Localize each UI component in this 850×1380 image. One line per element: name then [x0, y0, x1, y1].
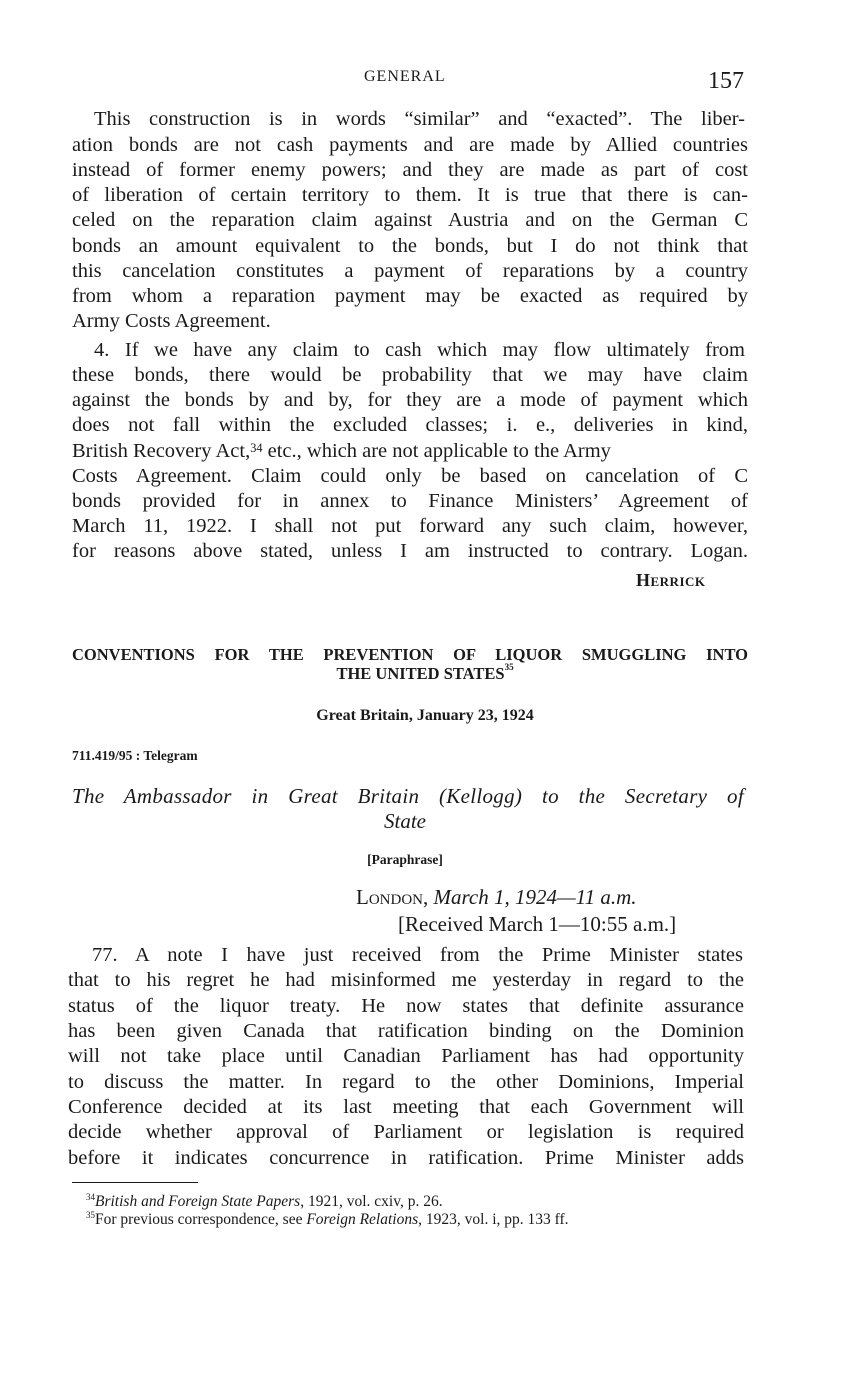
signature: Herrick — [636, 570, 706, 590]
text-line: Conference decided at its last meeting that each Government will — [68, 1096, 744, 1118]
text-line: before it indicates concurrence in ratification. Prime Minister adds — [68, 1147, 744, 1169]
footnote-ref: 34 — [250, 441, 263, 455]
text-line: this cancelation constitutes a payment of reparations by a country — [72, 260, 748, 282]
text-line: these bonds, there would be probability that we may have claim — [72, 364, 748, 386]
footnote-text: , 1921, vol. cxiv, p. 26. — [300, 1193, 443, 1210]
dateline-date: March 1, 1924—11 a.m. — [433, 885, 637, 909]
text-line: Army Costs Agreement. — [72, 310, 271, 332]
text-line: that to his regret he had misinformed me yesterday in regard to the — [68, 969, 744, 991]
section-title-line-2 — [0, 664, 850, 684]
received-line: [Received March 1—10:55 a.m.] — [398, 912, 677, 936]
file-number: 711.419/95 : Telegram — [72, 748, 198, 763]
footnote-mark: 34 — [86, 1192, 95, 1202]
text-line: March 11, 1922. I shall not put forward any such claim, however, — [72, 515, 748, 537]
text-line: has been given Canada that ratification binding on the Dominion — [68, 1020, 744, 1042]
footnote-title: British and Foreign State Papers — [95, 1193, 301, 1210]
section-title-text: THE UNITED STATES — [336, 664, 505, 683]
text-line: ation bonds are not cash payments and are made by Allied countries — [72, 134, 748, 156]
text-line: Costs Agreement. Claim could only be based on cancelation of C — [72, 465, 748, 487]
text-line: from whom a reparation payment may be exacted as required by — [72, 285, 748, 307]
text-line: decide whether approval of Parliament or legislation is required — [68, 1121, 744, 1143]
text-line: for reasons above stated, unless I am instructed to contrary. Logan. — [72, 540, 748, 562]
text-line: bonds provided for in annex to Finance Ministers’ Agreement of — [72, 490, 748, 512]
footnote-divider — [72, 1182, 198, 1183]
text-line: celed on the reparation claim against Austria and on the German C — [72, 209, 748, 231]
footnote-text: , 1923, vol. i, pp. 133 ff. — [418, 1211, 569, 1228]
dateline — [356, 885, 637, 910]
text-segment: British Recovery Act, — [72, 440, 251, 462]
dateline-place: London, — [356, 885, 429, 909]
text-line: 4. If we have any claim to cash which may flow ultimately from — [94, 339, 745, 361]
text-line: to discuss the matter. In regard to the other Dominions, Imperial — [68, 1071, 744, 1093]
text-line — [72, 439, 748, 464]
text-line: instead of former enemy powers; and they are made as part of cost — [72, 159, 748, 181]
footnote-title: Foreign Relations — [306, 1211, 419, 1228]
paraphrase-label: [Paraphrase] — [367, 852, 443, 867]
text-line: of liberation of certain territory to them. It is true that there is can- — [72, 184, 748, 206]
text-line: bonds an amount equivalent to the bonds, but I do not think that — [72, 235, 748, 257]
text-line: will not take place until Canadian Parliament has had opportunity — [68, 1045, 744, 1067]
document-heading-line-1: The Ambassador in Great Britain (Kellogg) to the Secretary of — [72, 784, 744, 808]
text-segment: etc., which are not applicable to the Army — [262, 440, 611, 462]
footnote-ref: 35 — [504, 662, 514, 672]
page-number: 157 — [708, 68, 744, 94]
section-subtitle: Great Britain, January 23, 1924 — [316, 707, 534, 724]
text-line: does not fall within the excluded classes; i. e., deliveries in kind, — [72, 414, 748, 436]
running-head: GENERAL — [364, 68, 446, 85]
footnote-text: For previous correspondence, see — [95, 1211, 307, 1228]
text-line: status of the liquor treaty. He now states that definite assurance — [68, 995, 744, 1017]
text-line: This construction is in words “similar” and “exacted”. The liber- — [94, 108, 745, 130]
text-line: against the bonds by and by, for they are a mode of payment which — [72, 389, 748, 411]
document-heading-line-2: State — [384, 809, 426, 833]
footnote-mark: 35 — [86, 1210, 95, 1220]
footnote-35 — [86, 1211, 569, 1229]
footnote-34 — [86, 1193, 443, 1211]
text-line: 77. A note I have just received from the Prime Minister states — [92, 944, 743, 966]
section-title-line-1: CONVENTIONS FOR THE PREVENTION OF LIQUOR SMUGGLING INTO — [72, 645, 748, 664]
